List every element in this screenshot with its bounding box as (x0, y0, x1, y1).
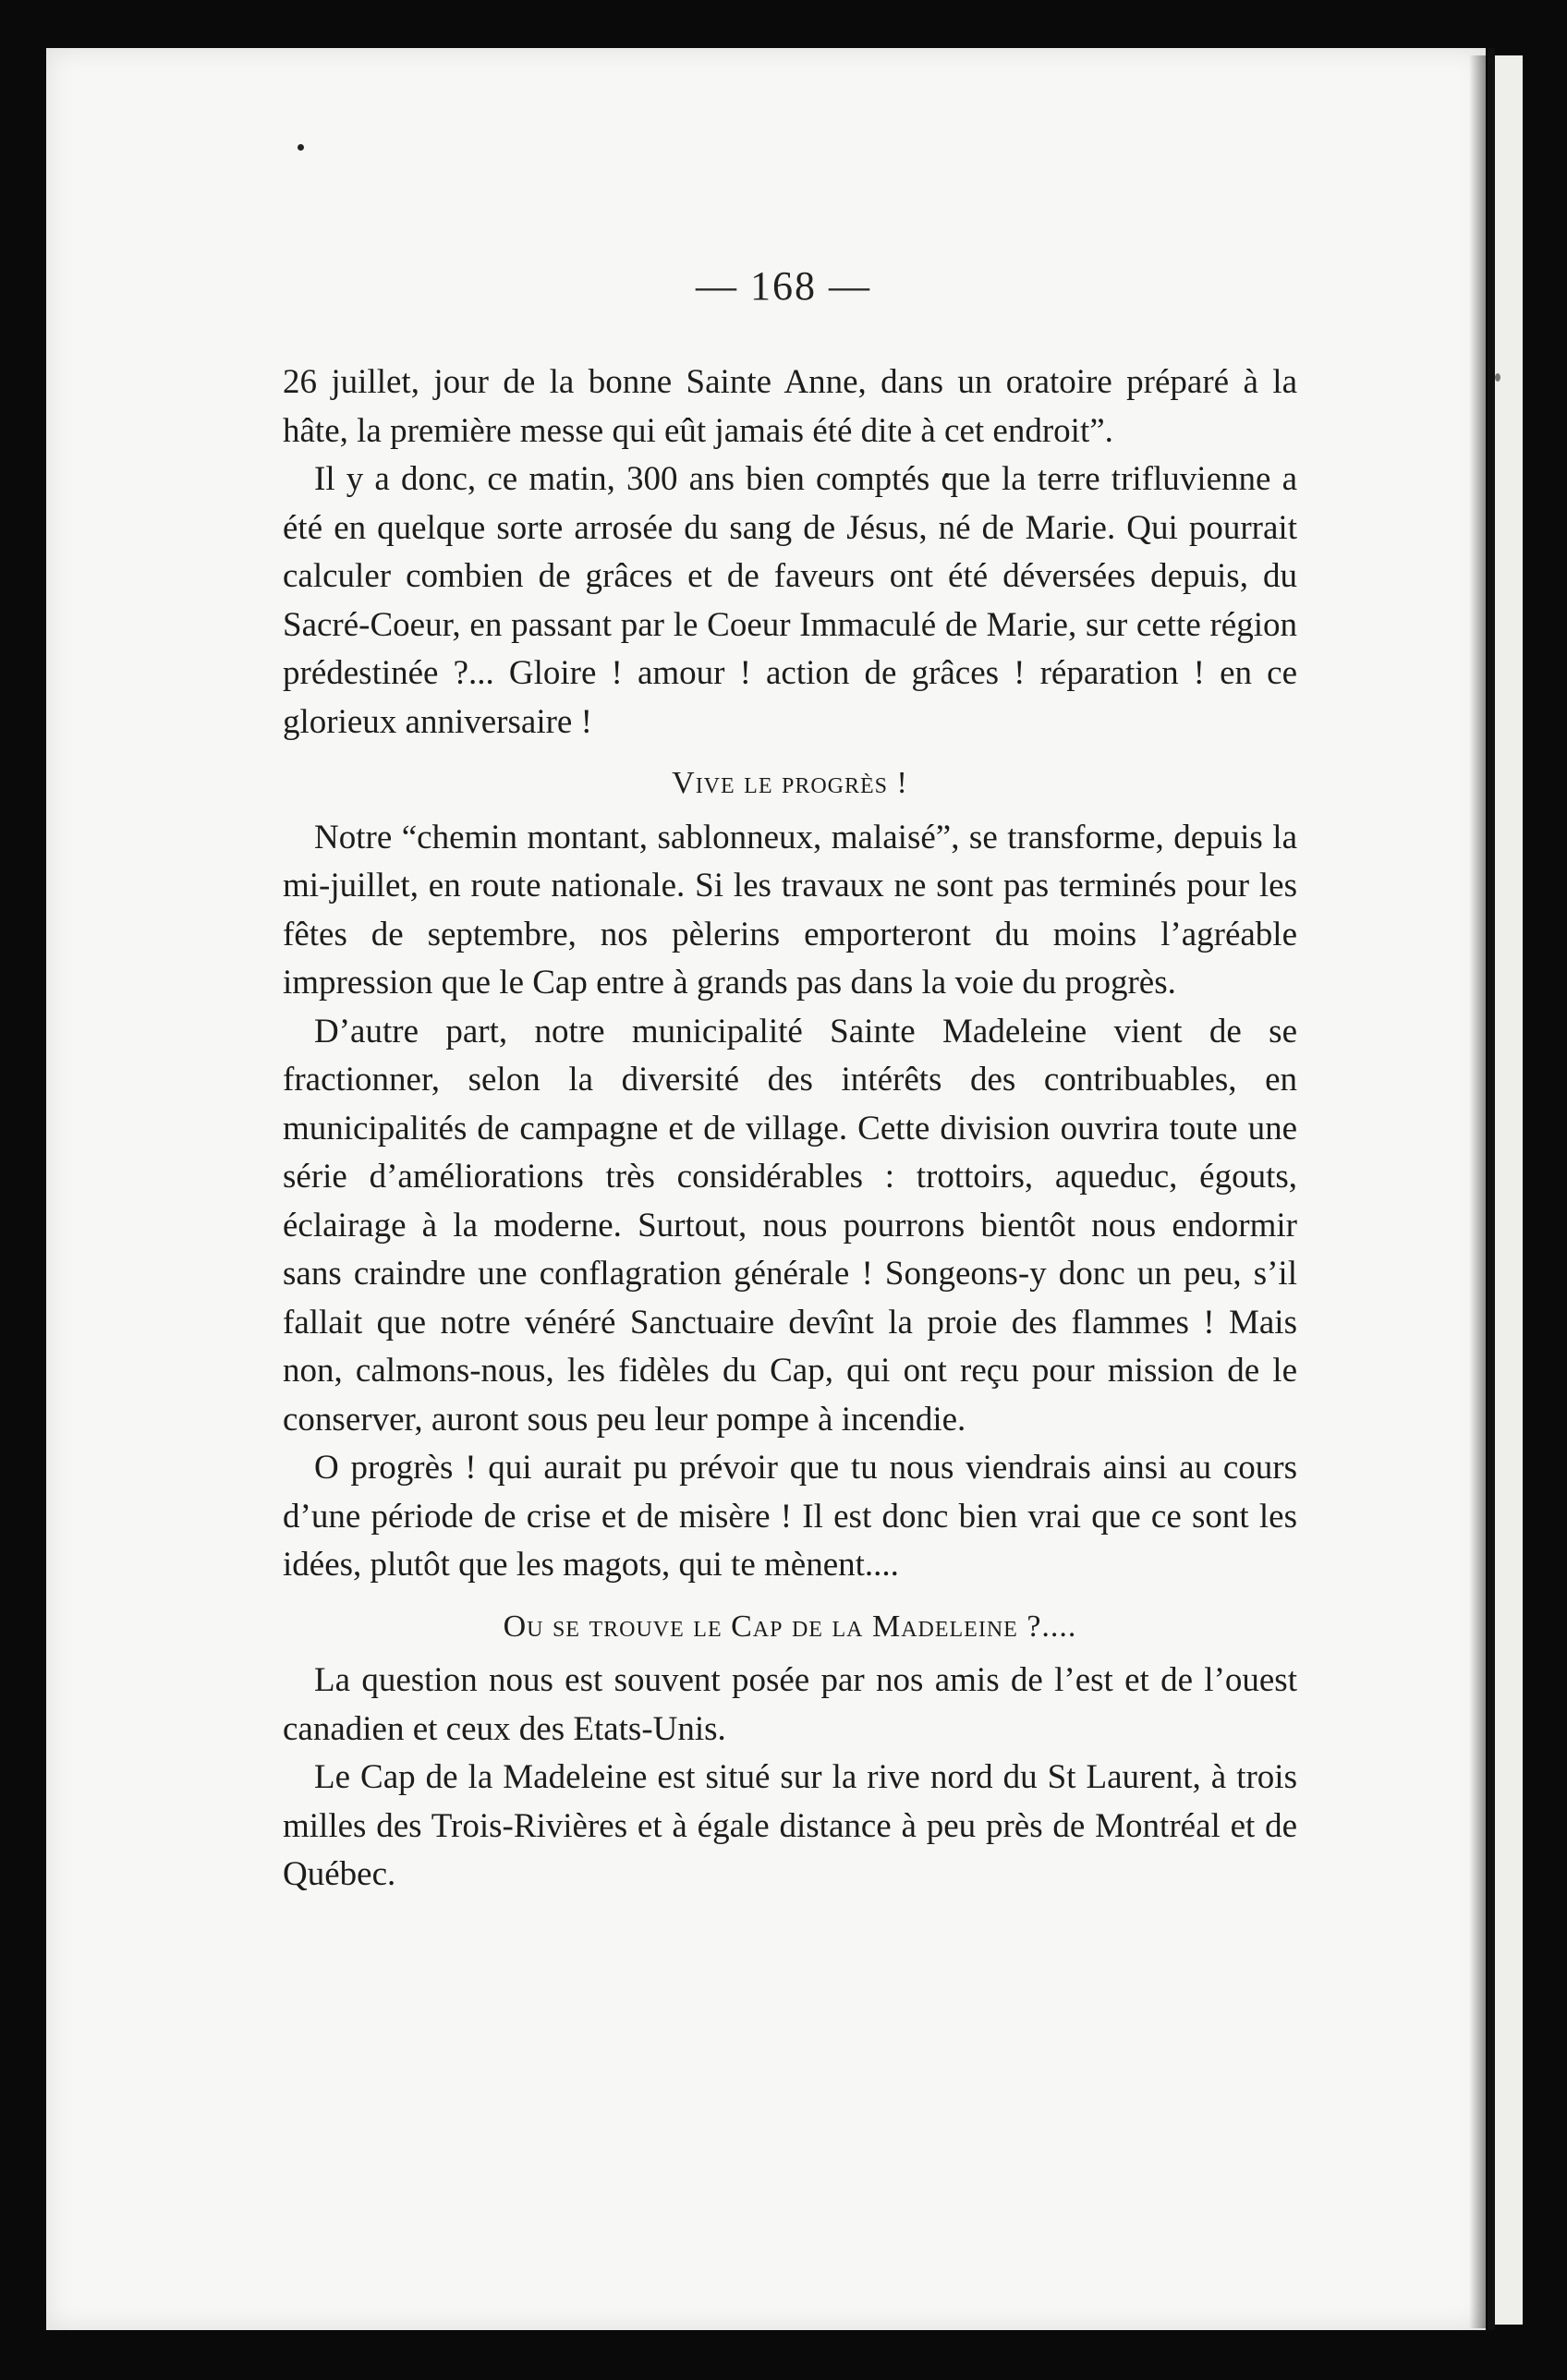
binding-strip (1488, 48, 1495, 2330)
paragraph: La question nous est souvent posée par nos amis de l’est et de l’ouest canadien et ceux des Etats-Unis. (283, 1661, 1297, 1748)
scan-speck (1495, 373, 1500, 382)
page-body (283, 358, 1297, 1900)
paragraph: Le Cap de la Madeleine est situé sur la rive nord du St Laurent, à trois milles des Trois-Rivières et à égale distance à peu près de Montréal et de Québec. (283, 1758, 1297, 1893)
page-gutter-shadow (1469, 55, 1488, 2328)
paragraph: O progrès ! qui aurait pu prévoir que tu nous viendrais ainsi au cours d’une période de crise et de misère ! Il est donc bien vrai que ce sont les idées, plutôt que les magots, qui te mènent.... (283, 1449, 1297, 1584)
paragraph: Notre “chemin montant, sablonneux, malaisé”, se transforme, depuis la mi-juillet, en route nationale. Si les travaux ne sont pas terminés pour les fêtes de septembre, nos pèlerins emporteront du moins l’agréable impression que le Cap entre à grands pas dans la voie du progrès. (283, 818, 1297, 1002)
scan-speck (298, 144, 304, 151)
paragraph: D’autre part, notre municipalité Sainte Madeleine vient de se fractionner, selon la diversité des intérêts des contribuables, en municipalités de campagne et de village. Cette division ouvrira toute une série d’améliorations très considérables : trottoirs, aqueduc, égouts, éclairage à la moderne. Surtout, nous pourrons bientôt nous endormir sans craindre une conflagration générale ! Songeons-y donc un peu, s’il fallait que notre vénéré Sanctuaire devînt la proie des flammes ! Mais non, calmons-nous, les fidèles du Cap, qui ont reçu pour mission de le conserver, auront sous peu leur pompe à incendie. (283, 1012, 1297, 1439)
page-number: — 168 — (696, 263, 871, 309)
paragraph: Il y a donc, ce matin, 300 ans bien comptés que la terre trifluvienne a été en quelque sorte arrosée du sang de Jésus, né de Marie. Qui pourrait calculer combien de grâces et de faveurs ont été déversées depuis, du Sacré-Coeur, en passant par le Coeur Immaculé de Marie, sur cette région prédestinée ?... Gloire ! amour ! action de grâces ! réparation ! en ce glorieux anniversaire ! (283, 460, 1297, 741)
paragraph: 26 juillet, jour de la bonne Sainte Anne, dans un oratoire préparé à la hâte, la première messe qui eût jamais été dite à cet endroit”. (283, 363, 1297, 450)
section-heading: Vive le progrès ! (672, 766, 908, 800)
next-page-edge (1495, 55, 1523, 2325)
section-heading: Ou se trouve le Cap de la Madeleine ?.... (503, 1609, 1077, 1644)
